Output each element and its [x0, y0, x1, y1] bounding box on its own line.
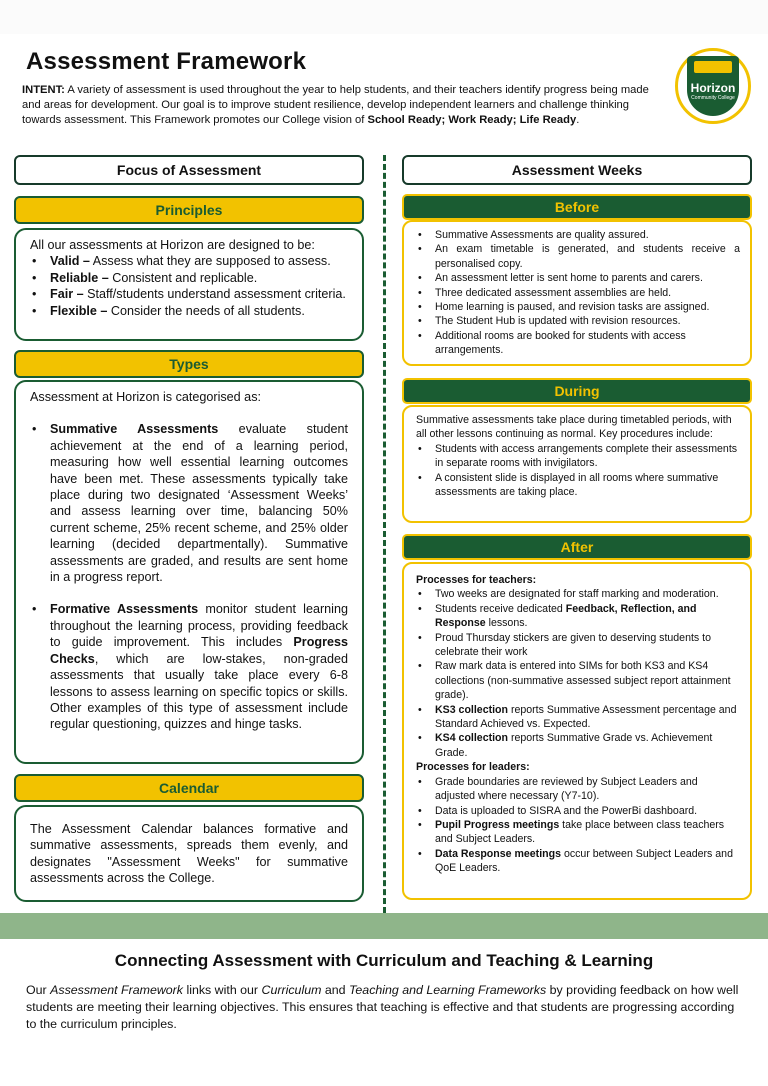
item-bold: Pupil Progress meetings [435, 818, 560, 831]
after-title: After [402, 534, 752, 560]
list-item: • Two weeks are designated for staff marking and moderation. [416, 587, 740, 601]
item-text: Students receive dedicated [435, 602, 566, 615]
list-item: • An exam timetable is generated, and students receive a personalised copy. [416, 242, 740, 271]
principle-term: Valid – [50, 254, 90, 269]
principles-box [14, 228, 364, 341]
during-title: During [402, 378, 752, 404]
column-divider [383, 155, 386, 913]
list-item: • Students with access arrangements complete their assessments in separate rooms with invigilators. [416, 442, 740, 471]
principle-term: Flexible – [50, 303, 108, 318]
types-list [30, 421, 348, 732]
para-text: links with our [183, 983, 262, 997]
assessment-weeks-heading: Assessment Weeks [402, 155, 752, 185]
item-text: lessons. [485, 617, 528, 630]
principles-list [30, 253, 348, 319]
list-item: • Home learning is paused, and revision tasks are assigned. [416, 300, 740, 314]
calendar-text: The Assessment Calendar balances formative and summative assessments, spreads them evenly, and designates "Assessment Weeks" for summative assessments across the College. [30, 822, 348, 886]
list-item: • Grade boundaries are reviewed by Subject Leaders and adjusted where necessary (Y7-10). [416, 775, 740, 804]
summative-text: evaluate student achievement at the end of a learning period, measuring how well essential learning outcomes have been met. These assessments typically take place during two designated ‘Assessment Weeks’ and assess learning over time, balancing 50% current scheme, 25% recent scheme, and 25% older learning (decided departmentally). Summative assessments are graded, and results are sent home in a progress report. [50, 422, 348, 585]
types-lead: Assessment at Horizon is categorised as: [30, 390, 261, 404]
para-italic: Assessment Framework [50, 983, 183, 997]
para-text: Our [26, 983, 51, 997]
para-text: and [321, 983, 349, 997]
teachers-heading: Processes for teachers: [416, 574, 537, 586]
intent-paragraph [22, 83, 662, 128]
formative-text-2: , which are low-stakes, non-graded assessments that usually take place every 6-8 lessons to assess learning on specific topics or skills. Other examples of this type of assessment include regular questioning, quizzes and hinge tasks. [50, 651, 348, 732]
intent-vision: School Ready; Work Ready; Life Ready [367, 114, 577, 126]
connecting-paragraph [26, 982, 746, 1033]
list-item: • An assessment letter is sent home to parents and carers. [416, 271, 740, 285]
list-item: • A consistent slide is displayed in all rooms where summative assessments are taking place. [416, 471, 740, 500]
list-item: • Three dedicated assessment assemblies are held. [416, 286, 740, 300]
connecting-title: Connecting Assessment with Curriculum and Teaching & Learning [114, 951, 654, 970]
progress-checks-term: Progress Checks [50, 635, 348, 666]
list-item: • Proud Thursday stickers are given to deserving students to celebrate their work [416, 631, 740, 660]
list-item [30, 421, 348, 585]
section-band [0, 913, 768, 939]
principles-title: Principles [14, 196, 364, 224]
item-bold: Data Response meetings [435, 847, 561, 860]
list-item [416, 731, 740, 760]
formative-term: Formative Assessments [50, 602, 199, 617]
list-item [30, 601, 348, 732]
types-title: Types [14, 350, 364, 378]
leaders-heading: Processes for leaders: [416, 761, 530, 774]
list-item [30, 286, 348, 302]
principle-text: Consistent and replicable. [108, 270, 258, 285]
list-item: • Summative Assessments are quality assured. [416, 228, 740, 242]
page-title: Assessment Framework [26, 48, 307, 75]
list-item [416, 703, 740, 732]
principle-text: Staff/students understand assessment criteria. [83, 287, 346, 302]
list-item [30, 253, 348, 269]
item-text: reports Summative Grade vs. Achievement Grade. [435, 732, 713, 759]
intent-end: . [576, 114, 580, 126]
item-bold: KS4 collection [435, 732, 508, 745]
logo-subtitle: Community College [691, 95, 735, 101]
principle-text: Assess what they are supposed to assess. [89, 254, 331, 269]
logo-skyline-icon [694, 61, 732, 73]
before-box [402, 220, 752, 366]
calendar-box [14, 805, 364, 902]
intent-label: INTENT: [22, 84, 65, 96]
leaders-list [416, 775, 740, 876]
item-bold: Feedback, Reflection, and Response [435, 602, 697, 630]
formative-text: monitor student learning throughout the learning process, providing feedback to guide improvement. This includes [50, 602, 348, 650]
item-text: reports Summative Assessment percentage and Standard Achieved vs. Expected. [435, 703, 737, 731]
principles-lead: All our assessments at Horizon are designed to be: [30, 238, 315, 252]
logo-shield-icon [687, 56, 739, 116]
college-logo [675, 48, 751, 124]
para-italic: Teaching and Learning Frameworks [348, 983, 547, 997]
focus-heading: Focus of Assessment [14, 155, 364, 185]
list-item [416, 847, 740, 876]
calendar-title: Calendar [14, 774, 364, 802]
before-title: Before [402, 194, 752, 220]
list-item [416, 602, 740, 631]
item-bold: KS3 collection [435, 703, 508, 716]
summative-term: Summative Assessments [50, 422, 219, 437]
item-text: occur between Subject Leaders and QoE Leaders. [435, 847, 733, 875]
list-item [30, 270, 348, 286]
principle-term: Fair – [50, 287, 84, 302]
types-box [14, 380, 364, 764]
principle-text: Consider the needs of all students. [107, 303, 305, 318]
list-item: • Data is uploaded to SISRA and the PowerBi dashboard. [416, 804, 740, 818]
list-item [30, 303, 348, 319]
principle-term: Reliable – [50, 270, 109, 285]
list-item: • Additional rooms are booked for students with access arrangements. [416, 329, 740, 358]
intent-text: A variety of assessment is used throughout the year to help students, and their teachers identify progress being made and areas for development. Our goal is to improve student resilience, develop independent learners and challenge thinking towards assessment. This Framework promotes our College vision of [22, 84, 649, 126]
during-lead: Summative assessments take place during timetabled periods, with all other lessons continuing as normal. Key procedures include: [416, 414, 732, 441]
list-item [416, 818, 740, 847]
teachers-list [416, 587, 740, 760]
logo-name: Horizon [690, 81, 736, 95]
para-text: by providing feedback on how well students are meeting their learning objectives. This ensures that teaching is effective and that students are progressing according to the curriculum principles. [26, 983, 739, 1031]
during-list [416, 442, 740, 500]
after-box [402, 562, 752, 900]
para-italic: Curriculum [261, 983, 322, 997]
during-box [402, 405, 752, 523]
item-text: take place between class teachers and Subject Leaders. [435, 818, 725, 846]
before-list [416, 228, 740, 358]
list-item: • Raw mark data is entered into SIMs for both KS3 and KS4 collections (non-summative assessed subject report attainment grade). [416, 659, 740, 702]
list-item: • The Student Hub is updated with revision resources. [416, 314, 740, 328]
